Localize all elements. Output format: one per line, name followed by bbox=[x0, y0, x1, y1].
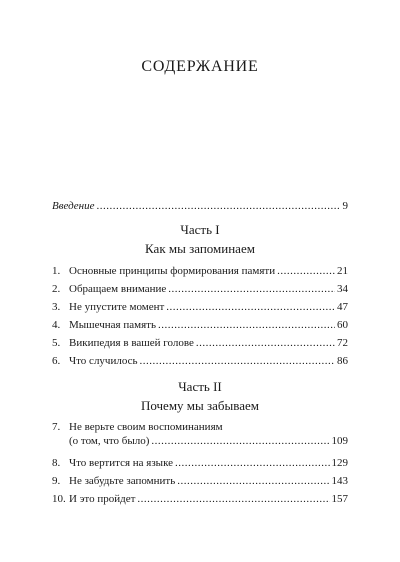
toc-page-number: 129 bbox=[331, 457, 348, 469]
dot-leader bbox=[175, 456, 329, 470]
chapter-title: Что вертится на языке bbox=[69, 457, 174, 469]
chapter-number: 10. bbox=[52, 493, 66, 505]
toc-page-number: 60 bbox=[337, 319, 348, 331]
page-title: СОДЕРЖАНИЕ bbox=[141, 58, 259, 75]
chapter-number: 7. bbox=[52, 421, 61, 433]
toc-entry-chapter-3[interactable] bbox=[52, 300, 348, 314]
chapter-number: 9. bbox=[52, 475, 61, 487]
part-heading-2 bbox=[0, 379, 400, 414]
dot-leader bbox=[166, 300, 335, 314]
chapter-title: Мышечная память bbox=[69, 319, 156, 331]
chapter-title: Обращаем внимание bbox=[69, 283, 167, 295]
chapter-title: Не верьте своим воспоминаниям bbox=[69, 421, 223, 433]
part-number: Часть II bbox=[178, 379, 222, 394]
toc-entry-chapter-9[interactable] bbox=[52, 474, 348, 488]
toc-page-number: 47 bbox=[337, 301, 348, 313]
toc-page-number: 143 bbox=[331, 475, 348, 487]
chapter-number: 1. bbox=[52, 265, 61, 277]
dot-leader bbox=[168, 282, 335, 296]
toc-entry-chapter-1[interactable] bbox=[52, 264, 348, 278]
toc-page-number: 109 bbox=[331, 435, 348, 447]
toc-page-number: 9 bbox=[342, 200, 348, 212]
toc-page-number: 21 bbox=[337, 265, 348, 277]
toc-page-number: 157 bbox=[331, 493, 348, 505]
chapter-title: Не забудьте запомнить bbox=[69, 475, 176, 487]
toc-page-number: 86 bbox=[337, 355, 348, 367]
part-heading-1 bbox=[0, 222, 400, 257]
part-number: Часть I bbox=[180, 222, 220, 237]
chapter-number: 4. bbox=[52, 319, 61, 331]
part-name: Почему мы забываем bbox=[140, 398, 260, 413]
toc-entry-chapter-10[interactable] bbox=[52, 492, 348, 506]
toc-intro-entry[interactable] bbox=[52, 200, 348, 212]
toc-entry-chapter-5[interactable] bbox=[52, 336, 348, 350]
toc-intro-label: Введение bbox=[52, 200, 95, 212]
dot-leader bbox=[177, 474, 329, 488]
dot-leader bbox=[158, 318, 335, 332]
chapter-title: Основные принципы формирования памяти bbox=[69, 265, 276, 277]
chapter-title: И это пройдет bbox=[69, 493, 136, 505]
dot-leader bbox=[97, 200, 341, 212]
chapter-number: 8. bbox=[52, 457, 61, 469]
part-name: Как мы запоминаем bbox=[145, 241, 255, 256]
chapter-number: 6. bbox=[52, 355, 61, 367]
toc-entry-chapter-7[interactable] bbox=[52, 420, 348, 448]
dot-leader bbox=[140, 354, 335, 368]
chapter-title: Не упустите момент bbox=[69, 301, 165, 313]
chapter-number: 3. bbox=[52, 301, 61, 313]
chapter-number: 2. bbox=[52, 283, 61, 295]
toc-page-number: 34 bbox=[337, 283, 348, 295]
toc-entry-chapter-4[interactable] bbox=[52, 318, 348, 332]
dot-leader bbox=[277, 264, 335, 278]
dot-leader bbox=[137, 492, 329, 506]
dot-leader bbox=[151, 434, 329, 448]
dot-leader bbox=[196, 336, 335, 350]
chapter-title: Википедия в вашей голове bbox=[69, 337, 194, 349]
toc-page-number: 72 bbox=[337, 337, 348, 349]
chapter-title-continuation: (о том, что было) bbox=[69, 435, 150, 447]
toc-entry-chapter-6[interactable] bbox=[52, 354, 348, 368]
toc-entry-chapter-2[interactable] bbox=[52, 282, 348, 296]
toc-entry-chapter-8[interactable] bbox=[52, 456, 348, 470]
chapter-number: 5. bbox=[52, 337, 61, 349]
chapter-title: Что случилось bbox=[69, 355, 138, 367]
